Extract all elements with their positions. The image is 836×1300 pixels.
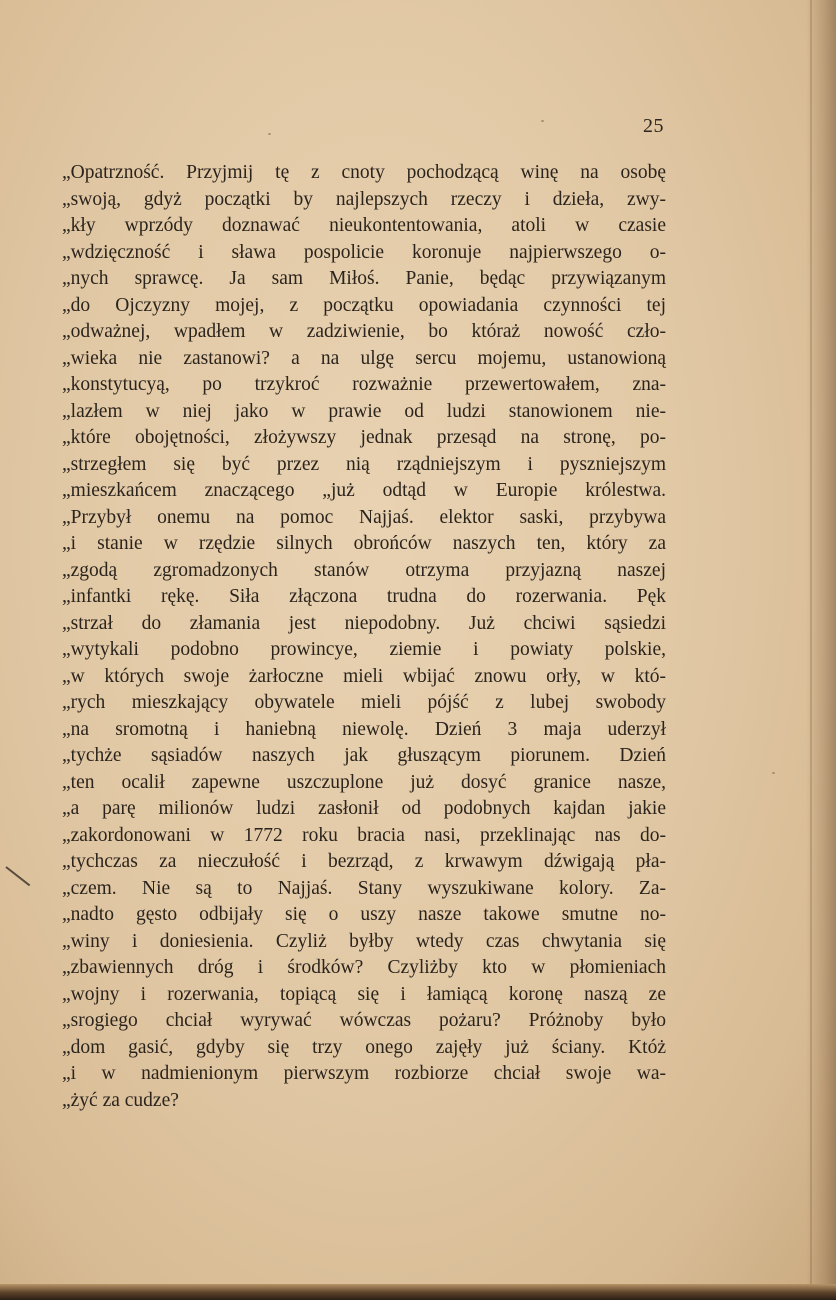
text-line [62, 1035, 666, 1062]
text-line [62, 876, 666, 903]
text-line-content: „strzegłem się być przez nią rządniejszym i pyszniejszym [62, 453, 666, 475]
text-line [62, 717, 666, 744]
text-line-content: „Przybył onemu na pomoc Najjaś. elektor saski, przybywa [62, 506, 666, 528]
text-line-content: „ten ocalił zapewne uszczuplone już dosyć granice nasze, [62, 771, 666, 793]
text-line-content: „konstytucyą, po trzykroć rozważnie przewertowałem, zna- [62, 374, 666, 395]
text-line-content: „wojny i rozerwania, topiącą się i łamiącą koronę naszą ze [62, 983, 666, 1005]
text-line-content: „winy i doniesienia. Czyliż byłby wtedy czas chwytania się [62, 930, 666, 952]
text-line [62, 849, 666, 876]
text-line-content: „zbawiennych dróg i środków? Czyliżby kto w płomieniach [62, 957, 666, 978]
text-line-content: „lazłem w niej jako w prawie od ludzi stanowionem nie- [62, 400, 666, 422]
text-line-content: „w których swoje żarłoczne mieli wbijać znowu orły, w któ- [62, 665, 666, 687]
text-line-content: „strzał do złamania jest niepodobny. Już chciwi sąsiedzi [62, 612, 666, 634]
text-line [62, 160, 666, 187]
text-line-content: „srogiego chciał wyrywać wówczas pożaru? Próżnoby było [62, 1010, 666, 1031]
text-line-content: „wieka nie zastanowi? a na ulgę sercu mojemu, ustanowioną [62, 347, 666, 369]
text-line [62, 372, 666, 399]
text-line-content: „wytykali podobno prowincye, ziemie i powiaty polskie, [62, 639, 666, 660]
text-line [62, 796, 666, 823]
text-line [62, 611, 666, 638]
text-line-content: „które obojętności, złożywszy jednak przesąd na stronę, po- [62, 427, 666, 448]
text-line [62, 505, 666, 532]
text-line [62, 452, 666, 479]
text-line [62, 637, 666, 664]
text-line [62, 266, 666, 293]
text-line-content: „tychże sąsiadów naszych jak głuszącym piorunem. Dzień [62, 745, 666, 766]
text-line [62, 1088, 666, 1115]
text-line [62, 425, 666, 452]
text-line [62, 240, 666, 267]
text-line [62, 770, 666, 797]
text-line [62, 902, 666, 929]
text-line-content: „czem. Nie są to Najjaś. Stany wyszukiwane kolory. Za- [62, 877, 666, 899]
body-text [62, 160, 666, 1114]
text-line-content: „nadto gęsto odbijały się o uszy nasze takowe smutne no- [62, 904, 666, 925]
text-line [62, 531, 666, 558]
text-line [62, 955, 666, 982]
text-line [62, 743, 666, 770]
text-line [62, 213, 666, 240]
page-bottom-edge [0, 1284, 836, 1300]
text-line [62, 1008, 666, 1035]
page-edge-line [810, 0, 812, 1300]
text-line [62, 664, 666, 691]
text-line-content: „żyć za cudze? [62, 1089, 179, 1111]
paper-speck [772, 772, 775, 774]
text-line-content: „tychczas za nieczułość i bezrząd, z krwawym dźwigają pła- [62, 851, 666, 872]
text-line [62, 319, 666, 346]
text-line-content: „do Ojczyzny mojej, z początku opowiadania czynności tej [62, 294, 666, 316]
paper-speck [541, 120, 544, 122]
text-line-content: „wdzięczność i sława pospolicie koronuje najpierwszego o- [62, 241, 666, 263]
text-line-content: „zgodą zgromadzonych stanów otrzyma przyjazną naszej [62, 559, 666, 581]
text-line-content: „na sromotną i haniebną niewolę. Dzień 3 maja uderzył [62, 718, 666, 740]
text-line [62, 399, 666, 426]
text-line-content: „dom gasić, gdyby się trzy onego zajęły już ściany. Któż [62, 1036, 666, 1058]
text-line-content: „nych sprawcę. Ja sam Miłoś. Panie, będąc przywiązanym [62, 268, 666, 289]
text-line [62, 823, 666, 850]
text-line-content: „Opatrzność. Przyjmij tę z cnoty pochodzącą winę na osobę [62, 162, 666, 183]
text-line [62, 478, 666, 505]
text-line [62, 584, 666, 611]
text-line-content: „infantki rękę. Siła złączona trudna do rozerwania. Pęk [62, 586, 666, 607]
text-line-content: „i w nadmienionym pierwszym rozbiorze chciał swoje wa- [62, 1063, 666, 1084]
paper-speck [268, 133, 271, 135]
text-line-content: „rych mieszkający obywatele mieli pójść z lubej swobody [62, 692, 666, 713]
text-line [62, 690, 666, 717]
text-line-content: „a parę milionów ludzi zasłonił od podobnych kajdan jakie [62, 798, 666, 819]
text-line-content: „mieszkańcem znaczącego „już odtąd w Europie królestwa. [62, 480, 666, 501]
page-number: 25 [643, 115, 664, 137]
text-line [62, 982, 666, 1009]
text-line-content: „i stanie w rzędzie silnych obrońców naszych ten, który za [62, 533, 666, 554]
text-line [62, 187, 666, 214]
text-line-content: „zakordonowani w 1772 roku bracia nasi, przeklinając nas do- [62, 824, 666, 846]
margin-pencil-mark [5, 866, 30, 886]
text-line [62, 293, 666, 320]
text-line-content: „swoją, gdyż początki by najlepszych rzeczy i dzieła, zwy- [62, 188, 666, 210]
text-line-content: „odważnej, wpadłem w zadziwienie, bo któraż nowość czło- [62, 321, 666, 342]
text-line [62, 1061, 666, 1088]
text-line [62, 346, 666, 373]
text-line [62, 929, 666, 956]
text-line-content: „kły wprzódy doznawać nieukontentowania, atoli w czasie [62, 215, 666, 236]
text-line [62, 558, 666, 585]
